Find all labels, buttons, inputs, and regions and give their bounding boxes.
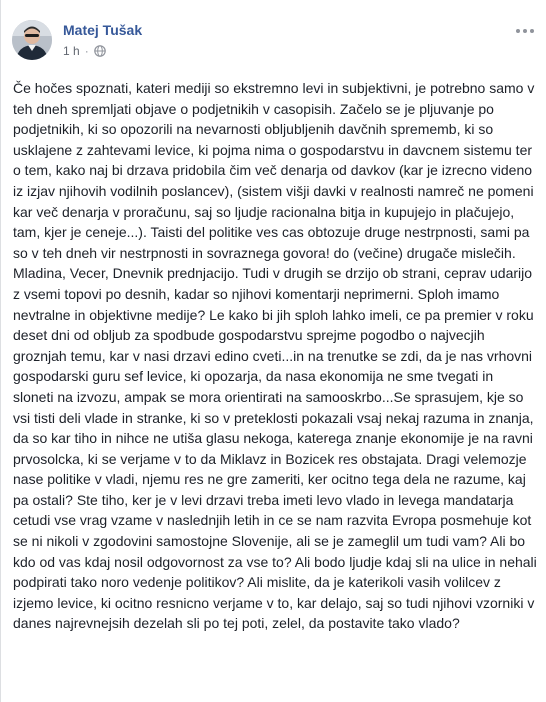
avatar[interactable] xyxy=(12,20,52,60)
post-timestamp[interactable]: 1 h xyxy=(63,44,80,58)
globe-icon[interactable] xyxy=(94,45,106,57)
post-text: Če hočes spoznati, kateri mediji so ekstremno levi in subjektivni, je potrebno samo v teh dneh spremljati objave o podjetnikih v casopisih. Začelo se je pljuvanje po podjetnikih, ki so opozorili na nevarnosti obljubljenih davčnih sprememb, ki so usklajene z zahtevami levice, ki pojma nima o gospodarstvu in davcnem sistemu ter o tem, kako naj bi drzava pridobila čim več denarja od davkov (kar je izrecno videno iz izjav njihovih vodilnih poslancev), (sistem višji davki v realnosti namreč ne pomeni kar več denarja v proračunu, saj so ljudje racionalna bitja in kupujejo in plačujejo, tam, kjer je ceneje...). Taisti del politike ves cas obtozuje druge nestrpnosti, sami pa so v teh dneh vir nestrpnosti in sovraznega govora! do (večine) drugače mislečih. Mladina, Vecer, Dnevnik prednjacijo. Tudi v drugih se drzijo ob strani, ceprav udarijo z vsemi topovi po desnih, kadar so njihovi komentarji neprimerni. Sploh imamo nevtralne in objektivne medije? Le kako bi jih sploh lahko imeli, ce pa premier v roku deset dni od obljub za spodbude gospodarstvu sprejme pogodbo o najvecjih groznjah temu, kar v nasi drzavi edino cveti...in na trenutke se zdi, da je nas vrhovni gospodarski guru sef levice, ki opozarja, da nasa ekonomija ne sme tvegati in sloneti na izvozu, ampak se mora orientirati na samooskrbo...Se sprasujem, kje so vsi tisti deli vlade in stranke, ki so v preteklosti pokazali vsaj nekaj razuma in znanja, da so kar tiho in nihce ne utiša glasu nekoga, katerega znanje ekonomije je na ravni prvosolcka, ki se verjame v to da Miklavz in Bozicek res obstajata. Dragi velemozje nase politike v vladi, njemu res ne gre zameriti, ker ocitno tega dela ne razume, kaj pa ostali? Ste tiho, ker je v levi drzavi treba imeti levo vlado in levega mandatarja cetudi vse vrag vzame v naslednjih letih in ce se nam razvita Evropa posmehuje kot se ni nikoli v zgodovini samostojne Slovenije, ali se je zameglil um tudi vam? Ali bo kdo od vas kdaj nosil odgovornost za vse to? Ali bodo ljudje kdaj sli na ulice in nehali podpirati tako noro vedenje politikov? Ali mislite, da je katerikoli vasih volilcev z izjemo levice, ki ocitno resnicno verjame v to, kar delajo, saj so tudi njihovi vzorniki v danes najrevnejsih dezelah sli po tej poti, zelel, da postavite tako vlado? xyxy=(13,80,537,632)
meta-separator: · xyxy=(84,44,89,58)
author-name[interactable]: Matej Tušak xyxy=(63,22,143,38)
profile-photo xyxy=(12,20,52,60)
post-meta xyxy=(63,43,106,59)
more-options-icon[interactable] xyxy=(513,24,537,38)
